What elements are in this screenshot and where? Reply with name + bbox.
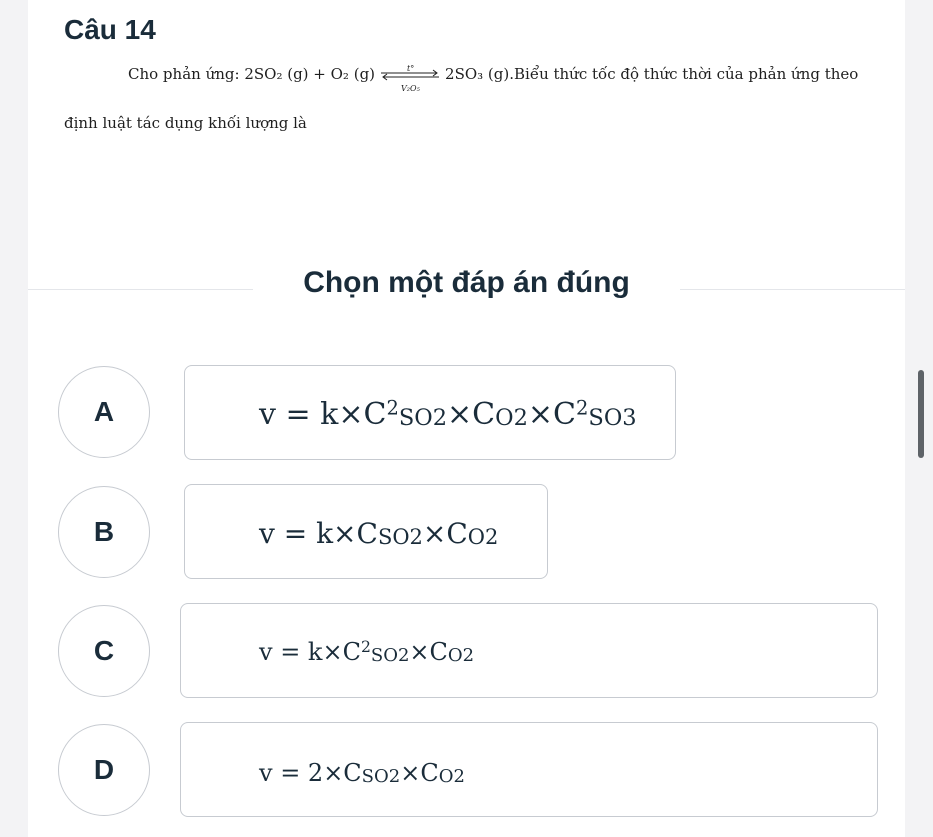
- option-a-box[interactable]: [184, 365, 676, 460]
- section-heading: Chọn một đáp án đúng: [303, 266, 630, 299]
- option-b-circle[interactable]: B: [58, 486, 150, 578]
- option-c-box[interactable]: [180, 603, 878, 698]
- question-text: [128, 64, 888, 93]
- option-a-formula: $v = k\times C^2SO2\times CO2\times C^2SO3$: [259, 396, 637, 432]
- question-text-line2: định luật tác dụng khối lượng là: [64, 114, 307, 132]
- question-title: Câu 14: [64, 14, 156, 45]
- question-prefix: Cho phản ứng:: [128, 65, 245, 83]
- equilibrium-arrow-icon: [379, 64, 441, 93]
- arrow-condition-bottom: V₂O₅: [401, 84, 420, 93]
- option-d-circle[interactable]: D: [58, 724, 150, 816]
- reaction-reactants: 2SO₂ (g) + O₂ (g): [244, 65, 376, 83]
- question-suffix: .Biểu thức tốc độ thức thời của phản ứng theo: [509, 65, 859, 83]
- option-d-formula: v = 2×CSO2×CO2: [259, 759, 465, 787]
- scrollbar-thumb[interactable]: [918, 370, 924, 458]
- option-b-box[interactable]: [184, 484, 548, 579]
- reaction-products: 2SO₃ (g): [445, 65, 510, 83]
- option-a-circle[interactable]: A: [58, 366, 150, 458]
- option-d-box[interactable]: [180, 722, 878, 817]
- option-c-circle[interactable]: C: [58, 605, 150, 697]
- arrow-condition-top: t°: [407, 64, 415, 73]
- option-c-formula: $v = k\times C^2SO2\times CO2$: [259, 638, 475, 666]
- option-b-formula: v = k×CSO2×CO2: [259, 517, 499, 550]
